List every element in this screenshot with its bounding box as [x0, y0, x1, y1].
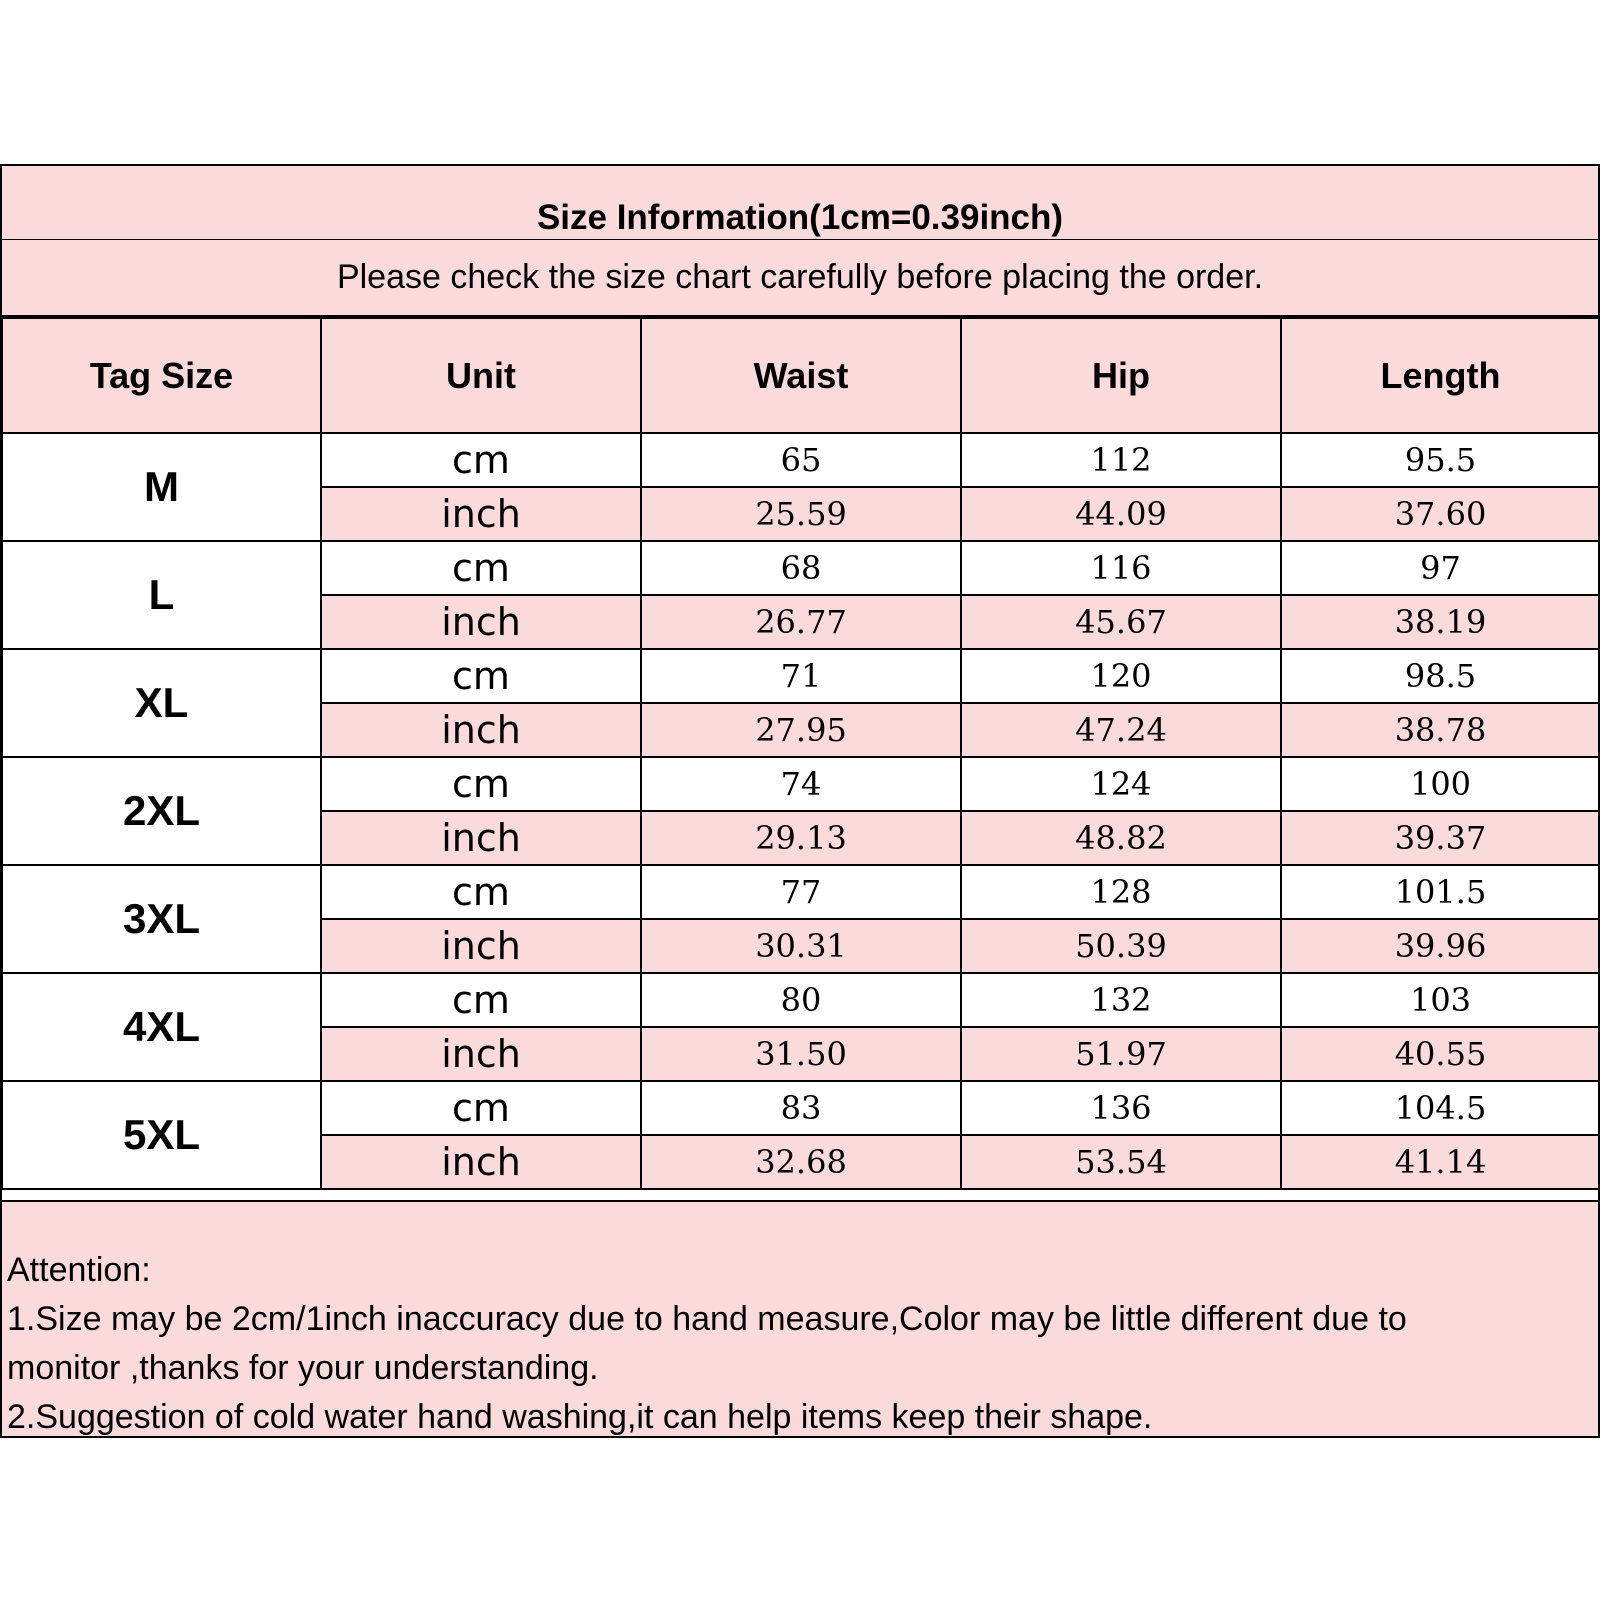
waist-cell: 30.31 [641, 919, 961, 973]
waist-cell: 71 [641, 649, 961, 703]
notes-heading: Attention: [7, 1251, 151, 1289]
length-cell: 95.5 [1281, 433, 1600, 487]
size-table [1, 317, 1600, 1190]
unit-cell: inch [321, 595, 641, 649]
header-row [2, 318, 1600, 433]
table-row [2, 649, 1600, 703]
table-row [2, 865, 1600, 919]
notes-line: monitor ,thanks for your understanding. [7, 1349, 599, 1387]
unit-cell: cm [321, 1081, 641, 1135]
size-table-body [2, 433, 1600, 1189]
unit-cell: inch [321, 1027, 641, 1081]
hip-cell: 51.97 [961, 1027, 1281, 1081]
tag-size-cell: 4XL [2, 973, 321, 1081]
waist-cell: 29.13 [641, 811, 961, 865]
notes-line: 2.Suggestion of cold water hand washing,it can help items keep their shape. [7, 1398, 1153, 1436]
length-cell: 37.60 [1281, 487, 1600, 541]
unit-cell: cm [321, 649, 641, 703]
header-length: Length [1281, 318, 1600, 433]
length-cell: 101.5 [1281, 865, 1600, 919]
tag-size-cell: L [2, 541, 321, 649]
waist-cell: 25.59 [641, 487, 961, 541]
tag-size-cell: 5XL [2, 1081, 321, 1189]
waist-cell: 26.77 [641, 595, 961, 649]
unit-cell: cm [321, 433, 641, 487]
unit-cell: cm [321, 541, 641, 595]
header-waist: Waist [641, 318, 961, 433]
hip-cell: 47.24 [961, 703, 1281, 757]
table-row [2, 1081, 1600, 1135]
tag-size-cell: 2XL [2, 757, 321, 865]
waist-cell: 83 [641, 1081, 961, 1135]
border-left [0, 164, 2, 1438]
notes-line: 1.Size may be 2cm/1inch inaccuracy due to hand measure,Color may be little different due to [7, 1300, 1407, 1338]
attention-notes [1, 1200, 1599, 1438]
hip-cell: 45.67 [961, 595, 1281, 649]
hip-cell: 44.09 [961, 487, 1281, 541]
unit-cell: inch [321, 487, 641, 541]
unit-cell: inch [321, 703, 641, 757]
header-tag-size: Tag Size [2, 318, 321, 433]
hip-cell: 128 [961, 865, 1281, 919]
unit-cell: inch [321, 1135, 641, 1189]
waist-cell: 68 [641, 541, 961, 595]
length-cell: 103 [1281, 973, 1600, 1027]
waist-cell: 80 [641, 973, 961, 1027]
hip-cell: 112 [961, 433, 1281, 487]
table-row [2, 973, 1600, 1027]
unit-cell: inch [321, 811, 641, 865]
length-cell: 104.5 [1281, 1081, 1600, 1135]
table-row [2, 433, 1600, 487]
hip-cell: 132 [961, 973, 1281, 1027]
waist-cell: 65 [641, 433, 961, 487]
table-row [2, 541, 1600, 595]
unit-cell: cm [321, 973, 641, 1027]
length-cell: 100 [1281, 757, 1600, 811]
hip-cell: 116 [961, 541, 1281, 595]
unit-cell: cm [321, 757, 641, 811]
length-cell: 40.55 [1281, 1027, 1600, 1081]
unit-cell: cm [321, 865, 641, 919]
hip-cell: 53.54 [961, 1135, 1281, 1189]
header-hip: Hip [961, 318, 1281, 433]
table-row [2, 757, 1600, 811]
hip-cell: 124 [961, 757, 1281, 811]
chart-title: Size Information(1cm=0.39inch) [1, 164, 1599, 241]
tag-size-cell: XL [2, 649, 321, 757]
tag-size-cell: 3XL [2, 865, 321, 973]
length-cell: 97 [1281, 541, 1600, 595]
chart-subtitle: Please check the size chart carefully before placing the order. [1, 240, 1599, 317]
waist-cell: 74 [641, 757, 961, 811]
waist-cell: 77 [641, 865, 961, 919]
waist-cell: 31.50 [641, 1027, 961, 1081]
waist-cell: 32.68 [641, 1135, 961, 1189]
tag-size-cell: M [2, 433, 321, 541]
waist-cell: 27.95 [641, 703, 961, 757]
length-cell: 38.78 [1281, 703, 1600, 757]
length-cell: 38.19 [1281, 595, 1600, 649]
length-cell: 41.14 [1281, 1135, 1600, 1189]
header-unit: Unit [321, 318, 641, 433]
length-cell: 39.37 [1281, 811, 1600, 865]
hip-cell: 50.39 [961, 919, 1281, 973]
length-cell: 98.5 [1281, 649, 1600, 703]
hip-cell: 120 [961, 649, 1281, 703]
length-cell: 39.96 [1281, 919, 1600, 973]
hip-cell: 136 [961, 1081, 1281, 1135]
size-chart [0, 164, 1600, 1438]
hip-cell: 48.82 [961, 811, 1281, 865]
unit-cell: inch [321, 919, 641, 973]
